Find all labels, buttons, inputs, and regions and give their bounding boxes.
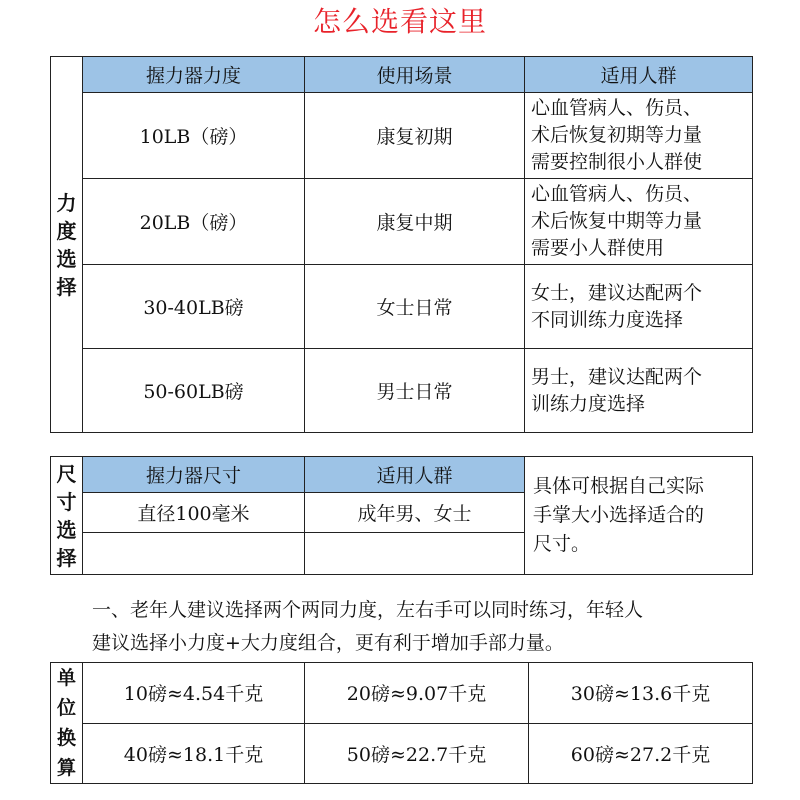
force-selection-label: 力 度 选 择 (51, 57, 83, 433)
audience-value: 男士，建议达配两个 训练力度选择 (525, 349, 753, 433)
unit-conversion-table (50, 662, 753, 784)
table-row (51, 723, 753, 784)
table-row (51, 349, 753, 433)
audience-value: 心血管病人、伤员、 术后恢复初期等力量 需要控制很小人群使 (525, 93, 753, 179)
conversion-value: 60磅≈27.2千克 (529, 723, 753, 784)
header-audience: 适用人群 (525, 57, 753, 93)
conversion-value: 50磅≈22.7千克 (305, 723, 529, 784)
header-force: 握力器力度 (83, 57, 305, 93)
table-row (51, 663, 753, 724)
size-note: 具体可根据自己实际 手掌大小选择适合的 尺寸。 (525, 457, 753, 575)
conversion-value: 40磅≈18.1千克 (83, 723, 305, 784)
force-value: 30-40LB磅 (83, 265, 305, 349)
unit-conversion-label: 单 位 换 算 (51, 663, 83, 784)
table-row (51, 265, 753, 349)
scene-value: 康复初期 (305, 93, 525, 179)
audience-value: 心血管病人、伤员、 术后恢复中期等力量 需要小人群使用 (525, 179, 753, 265)
header-size: 握力器尺寸 (83, 457, 305, 493)
size-selection-label: 尺 寸 选 择 (51, 457, 83, 575)
header-scene: 使用场景 (305, 57, 525, 93)
conversion-value: 10磅≈4.54千克 (83, 663, 305, 724)
conversion-value: 20磅≈9.07千克 (305, 663, 529, 724)
table-row (51, 179, 753, 265)
size-value: 直径100毫米 (83, 493, 305, 533)
header-size-audience: 适用人群 (305, 457, 525, 493)
audience-value: 女士，建议达配两个 不同训练力度选择 (525, 265, 753, 349)
advice-text: 一、老年人建议选择两个两同力度，左右手可以同时练习，年轻人 建议选择小力度+大力度组合，更有利于增加手部力量。 (92, 599, 644, 654)
size-selection-table (50, 456, 753, 575)
page-title: 怎么选看这里 (312, 5, 487, 38)
scene-value: 康复中期 (305, 179, 525, 265)
force-selection-table (50, 56, 753, 433)
size-audience-value: 成年男、女士 (305, 493, 525, 533)
empty-cell (305, 533, 525, 575)
force-value: 50-60LB磅 (83, 349, 305, 433)
table-row (51, 93, 753, 179)
scene-value: 女士日常 (305, 265, 525, 349)
force-value: 20LB（磅） (83, 179, 305, 265)
conversion-value: 30磅≈13.6千克 (529, 663, 753, 724)
scene-value: 男士日常 (305, 349, 525, 433)
empty-cell (83, 533, 305, 575)
force-value: 10LB（磅） (83, 93, 305, 179)
